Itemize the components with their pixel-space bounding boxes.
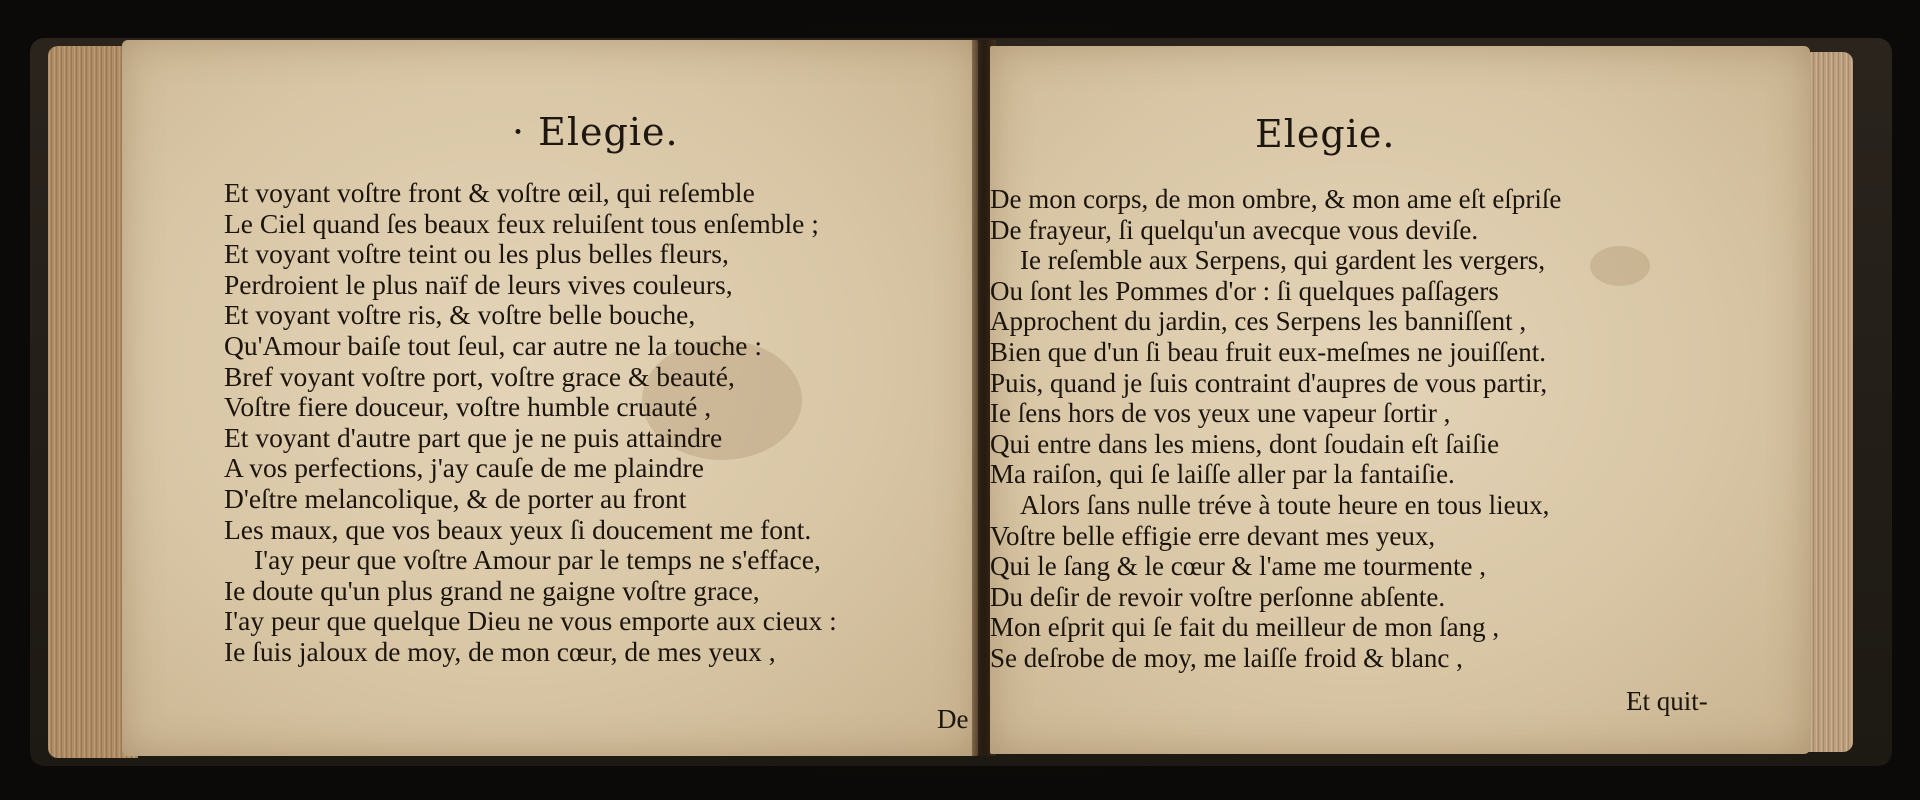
text-line: De mon corps, de mon ombre, & mon ame eſt eſpriſe <box>990 184 1562 214</box>
left-catchword: De <box>937 704 969 734</box>
text-line: Ie doute qu'un plus grand ne gaigne voſtre grace, <box>224 574 760 606</box>
text-line: Et voyant voſtre teint ou les plus belles fleurs, <box>224 238 729 270</box>
right-page-edges <box>1805 52 1853 752</box>
right-catchword: Et quit- <box>1626 686 1708 716</box>
text-line: Bien que d'un ſi beau fruit eux-meſmes ne jouiſſent. <box>990 336 1546 367</box>
text-line: Qui le ſang & le cœur & l'ame me tourmente , <box>990 551 1486 582</box>
text-line: Les maux, que vos beaux yeux ſi doucement me font. <box>224 513 812 545</box>
text-line: Ou ſont les Pommes d'or : ſi quelques paſſagers <box>990 275 1499 306</box>
paper-stain <box>1590 246 1650 286</box>
text-line: Du deſir de revoir voſtre perſonne abſente. <box>990 581 1446 612</box>
text-line: Approchent du jardin, ces Serpens les banniſſent , <box>990 306 1527 337</box>
text-line: A vos perfections, j'ay cauſe de me plaindre <box>224 452 704 484</box>
text-line: Ie ſuis jaloux de moy, de mon cœur, de mes yeux , <box>224 635 776 667</box>
right-page-text <box>990 184 1561 674</box>
text-line: I'ay peur que quelque Dieu ne vous emporte aux cieux : <box>224 605 837 637</box>
text-line: Voſtre belle effigie erre devant mes yeux, <box>990 520 1436 551</box>
text-line: Qu'Amour baiſe tout ſeul, car autre ne la touche : <box>224 329 762 361</box>
left-running-head: · Elegie. <box>512 110 679 154</box>
text-line: Voſtre fiere douceur, voſtre humble cruauté , <box>224 391 712 423</box>
left-page-text <box>224 178 837 668</box>
text-line: Puis, quand je ſuis contraint d'aupres de vous partir, <box>990 367 1548 398</box>
left-page <box>122 40 978 756</box>
text-line: Le Ciel quand ſes beaux feux reluiſent tous enſemble ; <box>224 207 819 239</box>
text-line: Qui entre dans les miens, dont ſoudain eſt ſaiſie <box>990 428 1500 459</box>
text-line: Et voyant d'autre part que je ne puis attaindre <box>224 421 723 453</box>
text-line: Alors ſans nulle tréve à toute heure en tous lieux, <box>1020 489 1550 520</box>
text-line: Ie ſens hors de vos yeux une vapeur ſortir , <box>990 398 1451 429</box>
text-line: I'ay peur que voſtre Amour par le temps ne s'efface, <box>254 544 821 576</box>
text-line: D'eſtre melancolique, & de porter au front <box>224 482 687 514</box>
right-page <box>990 46 1810 754</box>
text-line: Mon eſprit qui ſe fait du meilleur de mon ſang , <box>990 612 1500 643</box>
text-line: Et voyant voſtre ris, & voſtre belle bouche, <box>224 299 696 331</box>
text-line: Et voyant voſtre front & voſtre œil, qui reſemble <box>224 177 755 208</box>
text-line: Bref voyant voſtre port, voſtre grace & beauté, <box>224 360 735 392</box>
text-line: Perdroient le plus naïf de leurs vives couleurs, <box>224 268 733 300</box>
text-line: Se deſrobe de moy, me laiſſe froid & blanc , <box>990 642 1463 673</box>
text-line: Ma raiſon, qui ſe laiſſe aller par la fantaiſie. <box>990 459 1455 490</box>
right-running-head: Elegie. <box>1255 112 1396 156</box>
text-line: De frayeur, ſi quelqu'un avecque vous deviſe. <box>990 214 1479 245</box>
text-line: Ie reſemble aux Serpens, qui gardent les vergers, <box>1020 245 1546 276</box>
